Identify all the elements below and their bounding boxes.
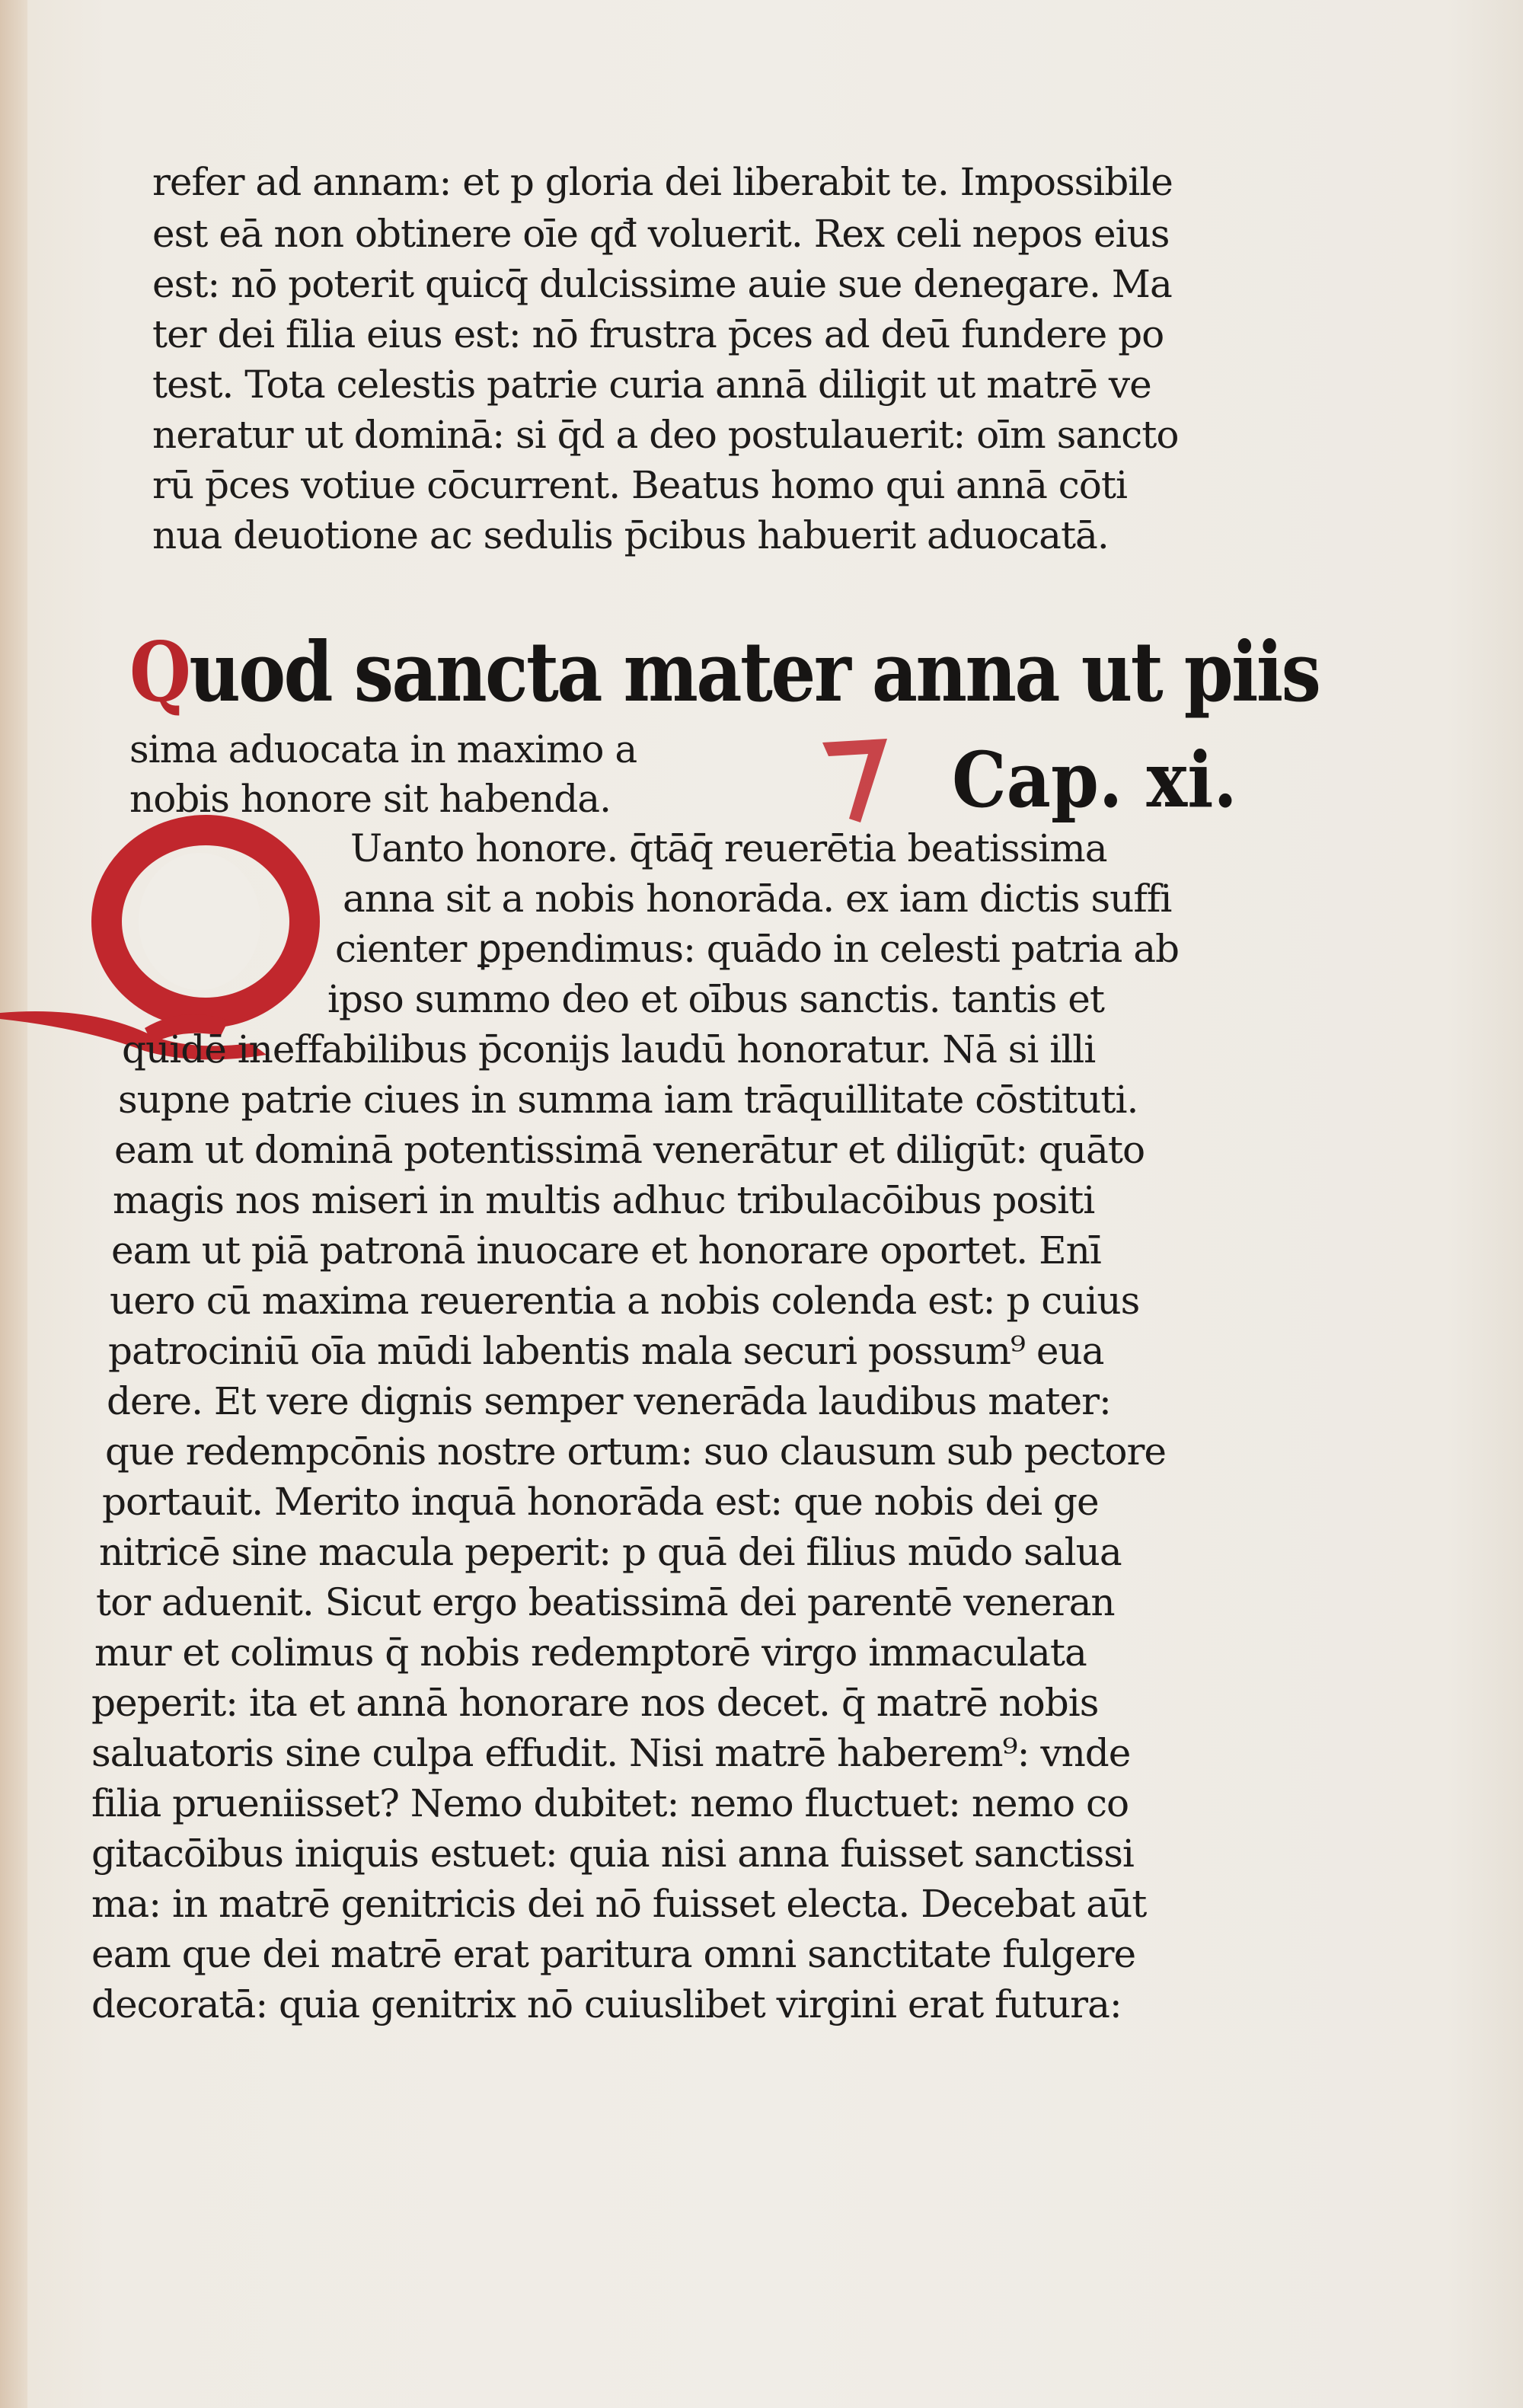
text-line: eam ut dominā potentissimā venerātur et diligūt: quāto <box>114 1128 1145 1172</box>
heading-subline: sima aduocata in maximo a <box>129 727 637 771</box>
text-line: magis nos miseri in multis adhuc tribulacōibus positi <box>113 1178 1095 1222</box>
chapter-heading <box>129 624 1320 720</box>
text-line: filia prueniisset? Nemo dubitet: nemo fluctuet: nemo co <box>91 1781 1129 1825</box>
text-line: nitricē sine macula peperit: p quā dei filius mūdo salua <box>99 1530 1122 1574</box>
text-line: est: nō poterit quicq̄ dulcissime auie sue denegare. Ma <box>152 262 1172 306</box>
text-line: nua deuotione ac sedulis p̄cibus habuerit aduocatā. <box>152 513 1109 557</box>
text-line: test. Tota celestis patrie curia annā diligit ut matrē ve <box>152 362 1151 407</box>
heading-text: uod sancta mater anna ut piis <box>189 624 1320 720</box>
page-edge-stain <box>0 0 27 2408</box>
heading-initial: Q <box>129 624 190 720</box>
text-line: dere. Et vere dignis semper venerāda laudibus mater: <box>107 1379 1111 1423</box>
text-line: ipso summo deo et oībus sanctis. tantis et <box>327 977 1104 1021</box>
text-line: decoratā: quia genitrix nō cuiuslibet virgini erat futura: <box>91 1982 1122 2026</box>
text-line: Uanto honore. q̄tāq̄ reuerētia beatissima <box>350 826 1107 870</box>
text-line: tor aduenit. Sicut ergo beatissimā dei parentē veneran <box>96 1580 1115 1624</box>
text-line: uero cū maxima reuerentia a nobis colenda est: p cuius <box>110 1279 1140 1323</box>
text-line: que redempcōnis nostre ortum: suo clausum sub pectore <box>105 1429 1167 1474</box>
text-line: supne patrie ciues in summa iam trāquillitate cōstituti. <box>118 1078 1138 1122</box>
chapter-number: Cap. xi. <box>952 735 1237 825</box>
text-line: peperit: ita et annā honorare nos decet. q̄ matrē nobis <box>91 1681 1099 1725</box>
text-line: refer ad annam: et p gloria dei liberabit te. Impossibile <box>152 160 1173 204</box>
text-line: rū p̄ces votiue cōcurrent. Beatus homo qui annā cōti <box>152 463 1127 507</box>
text-line: patrociniū oīa mūdi labentis mala securi possum⁹ eua <box>108 1329 1104 1373</box>
text-line: quidē ineffabilibus p̄conijs laudū honoratur. Nā si illi <box>122 1027 1096 1071</box>
text-line: gitacōibus iniquis estuet: quia nisi anna fuisset sanctissi <box>91 1832 1134 1876</box>
text-line: ma: in matrē genitricis dei nō fuisset electa. Decebat aūt <box>91 1882 1147 1926</box>
text-line: cienter ꝑpendimus: quādo in celesti patria ab <box>335 927 1180 971</box>
heading-subline: nobis honore sit habenda. <box>129 777 611 821</box>
text-line: portauit. Merito inquā honorāda est: que nobis dei ge <box>102 1480 1099 1524</box>
paragraph-mark-icon <box>815 735 899 826</box>
text-line: eam que dei matrē erat paritura omni sanctitate fulgere <box>91 1932 1136 1976</box>
text-line: saluatoris sine culpa effudit. Nisi matrē haberem⁹: vnde <box>91 1731 1131 1775</box>
text-line: ter dei filia eius est: nō frustra p̄ces ad deū fundere po <box>152 312 1164 356</box>
text-line: mur et colimus q̄ nobis redemptorē virgo immaculata <box>94 1630 1087 1675</box>
text-line: anna sit a nobis honorāda. ex iam dictis suffi <box>343 877 1172 921</box>
text-line: neratur ut dominā: si q̄d a deo postulauerit: oīm sancto <box>152 413 1179 457</box>
text-line: est eā non obtinere oīe qđ voluerit. Rex celi nepos eius <box>152 212 1170 256</box>
text-line: eam ut piā patronā inuocare et honorare oportet. Enī <box>111 1228 1101 1273</box>
